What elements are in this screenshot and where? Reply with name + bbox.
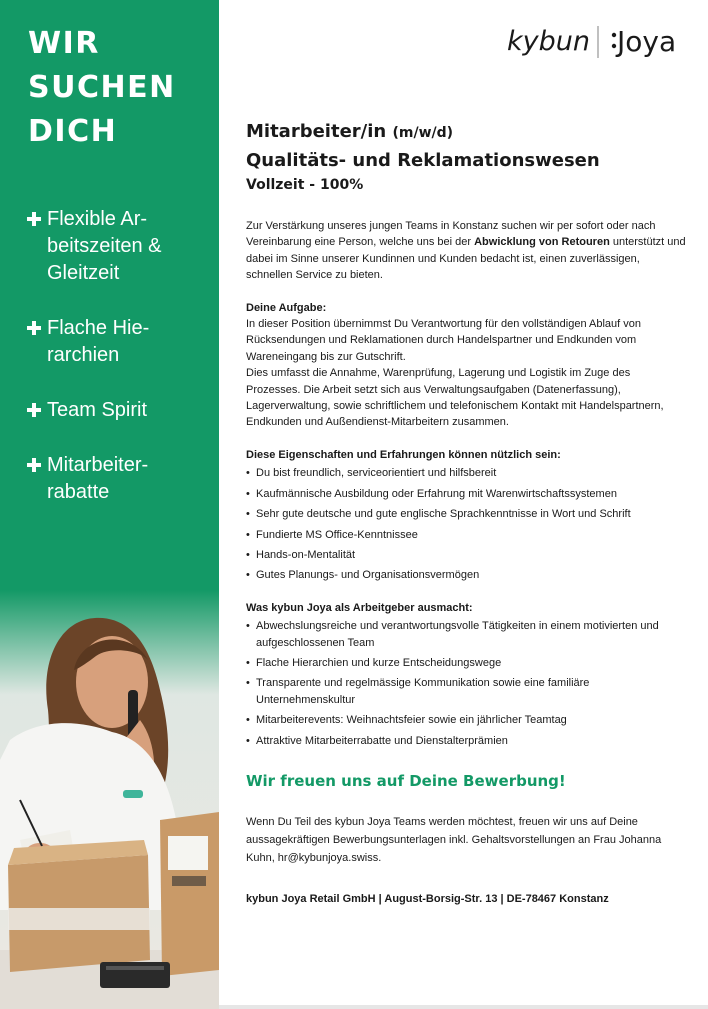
list-item: • Flache Hierarchien und kurze Entscheidungswege bbox=[246, 655, 686, 671]
intro-text: unterstützt und dabei im Sinne unserer Kundinnen und Kunden bedacht ist, einen zuverlässigen, schnellen Service zu bieten. bbox=[246, 236, 686, 282]
logo-joya: Joya bbox=[617, 25, 677, 58]
plus-icon bbox=[27, 212, 41, 226]
plus-icon bbox=[27, 458, 41, 472]
job-title bbox=[246, 118, 686, 174]
list-item: • Gutes Planungs- und Organisationsvermögen bbox=[246, 567, 686, 583]
tasks-text-1: In dieser Position übernimmst Du Verantwortung für den vollständigen Ablauf von Rücksendungen und Reklamationen durch Handelspartner und Endkunden vom Wareneingang bis zur Gutschrift. bbox=[246, 318, 642, 363]
benefits-list bbox=[27, 206, 217, 534]
plus-icon bbox=[27, 403, 41, 417]
tasks-heading: Deine Aufgabe: bbox=[246, 301, 327, 314]
qualities-heading: Diese Eigenschaften und Erfahrungen können nützlich sein: bbox=[246, 448, 561, 461]
job-title-role: Mitarbeiter/in bbox=[246, 121, 387, 142]
benefit-text: Mitarbeiter-rabatte bbox=[47, 454, 149, 503]
qualities-list bbox=[246, 465, 686, 583]
benefit-item bbox=[27, 315, 197, 369]
list-item: • Abwechslungsreiche und verantwortungsvolle Tätigkeiten in einem motivierten und aufgeschlossenen Team bbox=[246, 618, 686, 651]
benefit-text: Flexible Ar-beitszeiten & Gleitzeit bbox=[47, 208, 162, 284]
headline-line: SUCHEN bbox=[28, 70, 176, 105]
benefit-text: Team Spirit bbox=[47, 399, 148, 421]
logo-kybun: kybun bbox=[507, 26, 590, 57]
employer-list bbox=[246, 618, 686, 749]
job-department: Qualitäts- und Reklamationswesen bbox=[246, 150, 600, 171]
bottom-divider bbox=[219, 1005, 708, 1009]
kybun-joya-logo bbox=[507, 20, 687, 66]
headline-line: WIR bbox=[28, 26, 100, 61]
tasks-text-2: Dies umfasst die Annahme, Warenprüfung, Lagerung und Logistik im Zuge des Prozesses. Die Arbeit setzt sich aus Verwaltungsaufgaben (Datenerfassung), Lagerverwaltung, sowie schriftlichem und telefonischem Kontakt mit Handelspartnern, Endkunden und Außendienst-Mitarbeitern zusammen. bbox=[246, 367, 664, 429]
job-posting bbox=[246, 118, 686, 907]
list-item: • Hands-on-Mentalität bbox=[246, 547, 686, 563]
list-item: • Transparente und regelmässige Kommunikation sowie eine familiäre Unternehmenskultur bbox=[246, 675, 686, 708]
list-item: • Du bist freundlich, serviceorientiert und hilfsbereit bbox=[246, 465, 686, 481]
logo-mark bbox=[507, 20, 687, 66]
benefit-item bbox=[27, 452, 197, 506]
headline bbox=[28, 22, 176, 154]
intro-text: Zur Verstärkung unseres jungen Teams in Konstanz suchen wir per sofort oder nach Vereinbarung eine Person, welche uns bei der bbox=[246, 220, 656, 249]
call-to-action: Wir freuen uns auf Deine Bewerbung! bbox=[246, 771, 566, 790]
benefit-item bbox=[27, 397, 197, 424]
application-info: Wenn Du Teil des kybun Joya Teams werden möchtest, freuen wir uns auf Deine aussagekräftigen Bewerbungsunterlagen inkl. Gehaltsvorstellungen an Frau Johanna Kuhn, hr@kybunjoya.swiss. bbox=[246, 815, 662, 864]
plus-icon bbox=[27, 321, 41, 335]
sidebar bbox=[0, 0, 219, 1009]
benefit-text: Flache Hie-rarchien bbox=[47, 317, 150, 366]
list-item: • Fundierte MS Office-Kenntnissee bbox=[246, 527, 686, 543]
list-item: • Mitarbeiterevents: Weihnachtsfeier sowie ein jährlicher Teamtag bbox=[246, 712, 686, 728]
benefit-item bbox=[27, 206, 197, 287]
list-item: • Sehr gute deutsche und gute englische Sprachkenntnisse in Wort und Schrift bbox=[246, 506, 686, 522]
employee-photo bbox=[0, 590, 219, 1009]
list-item: • Attraktive Mitarbeiterrabatte und Dienstalterprämien bbox=[246, 733, 686, 749]
job-workload: Vollzeit - 100% bbox=[246, 177, 364, 193]
tasks-text bbox=[246, 316, 686, 431]
headline-line: DICH bbox=[28, 114, 118, 149]
job-title-gender: (m/w/d) bbox=[392, 125, 454, 141]
company-footer: kybun Joya Retail GmbH | August-Borsig-Str. 13 | DE-78467 Konstanz bbox=[246, 892, 609, 905]
intro-paragraph bbox=[246, 218, 686, 284]
employer-heading: Was kybun Joya als Arbeitgeber ausmacht: bbox=[246, 601, 473, 614]
list-item: • Kaufmännische Ausbildung oder Erfahrung mit Warenwirtschaftssystemen bbox=[246, 486, 686, 502]
intro-highlight: Abwicklung von Retouren bbox=[474, 236, 610, 249]
